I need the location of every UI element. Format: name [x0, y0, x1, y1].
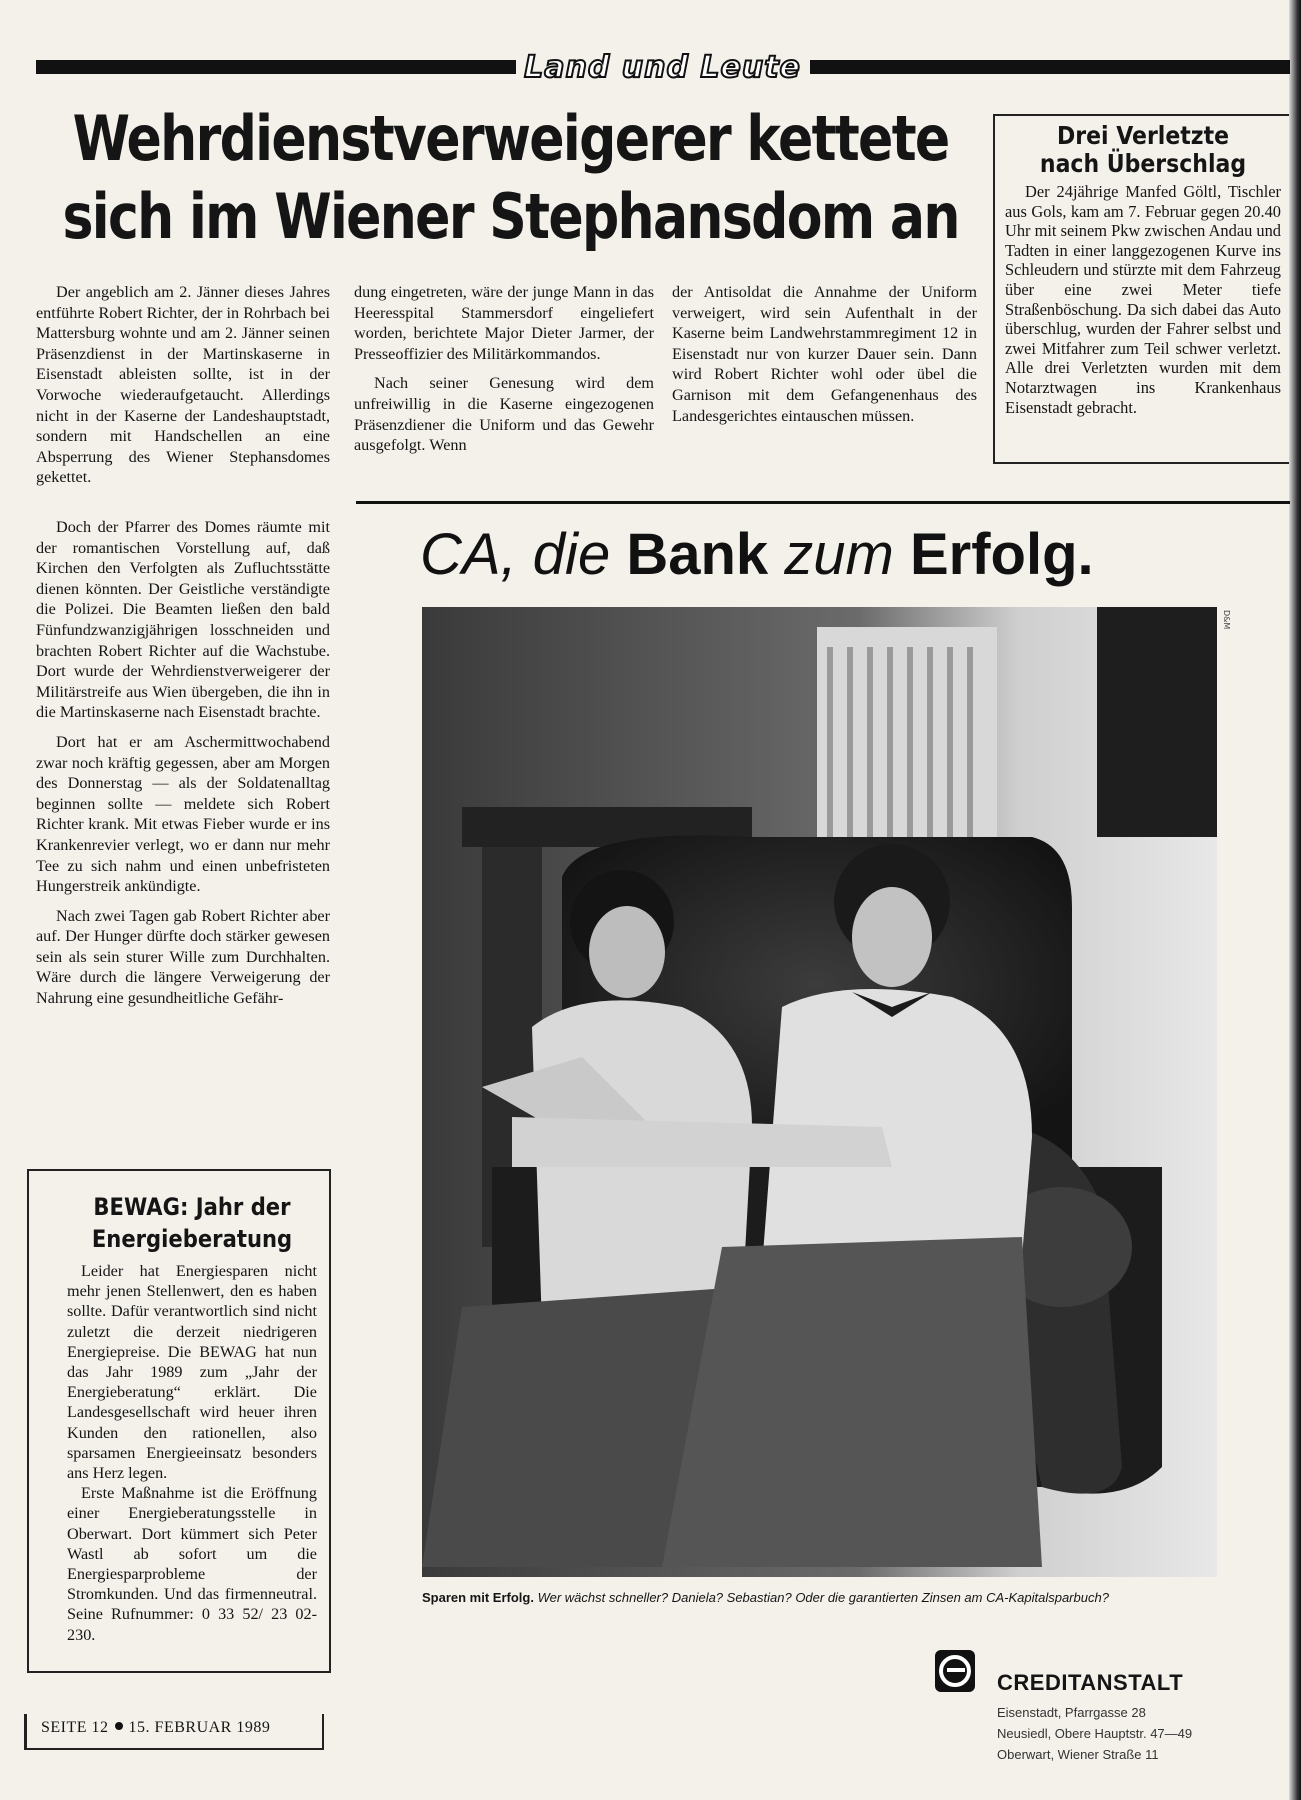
- photo-illustration: [422, 607, 1217, 1577]
- branch-address: Oberwart, Wiener Straße 11: [997, 1747, 1159, 1762]
- ad-caption: [422, 1590, 1222, 1606]
- agency-credit: D&M: [1222, 610, 1231, 630]
- bullet-icon: [115, 1722, 123, 1730]
- branch-address: Neusiedl, Obere Hauptstr. 47—49: [997, 1726, 1193, 1741]
- article-paragraph: Nach zwei Tagen gab Robert Richter aber auf. Der Hunger dürfte doch stärker gewesen sein als sein sturer Wille zum Durchhalten. Wäre durch die längere Verweigerung der Nahrung eine gesundheitliche Gefähr-: [36, 906, 330, 1008]
- section-rule-right: [810, 60, 1290, 74]
- article-column-1-top: [36, 282, 330, 497]
- news-box-title-line-2: nach Überschlag: [1039, 149, 1247, 178]
- ad-caption-text: Wer wächst schneller? Daniela? Sebastian? Oder die garantierten Zinsen am CA-Kapitalsparbuch?: [533, 1590, 1109, 1605]
- article-column-2: [354, 282, 654, 465]
- advertisement-rule: [356, 501, 1290, 504]
- ad-slogan-part: zum: [768, 522, 910, 587]
- bewag-title-line-2: Energieberatung: [91, 1225, 293, 1253]
- ad-slogan-part: CA, die: [420, 522, 627, 587]
- article-column-1-bottom: [36, 517, 330, 1018]
- bewag-title-line-1: BEWAG: Jahr der: [93, 1193, 291, 1221]
- article-paragraph: Der angeblich am 2. Jänner dieses Jahres entführte Robert Richter, der in Rohrbach bei Mattersburg wohnte und am 2. Jänner seinen Präsenzdienst in der Martinskaserne in Eisenstadt ableisten sollte, ist in der Vorwoche wiederaufgetaucht. Allerdings nicht in der Kaserne der Landeshauptstadt, sondern mit Handschellen an eine Absperrung des Wiener Stephansdomes gekettet.: [36, 283, 330, 487]
- headline: [36, 100, 985, 256]
- page-footer: [24, 1714, 324, 1750]
- article-paragraph: Doch der Pfarrer des Domes räumte mit der romantischen Vorstellung auf, daß Kirchen den Verfolgten als Zufluchtsstätte dienen könnten. Der Geistliche verständigte die Polizei. Die Beamten ließen den bald Fünfundzwanzigjährigen losschneiden und brachten Robert Richter auf die Wachstube. Dort wurde der Wehrdienstverweigerer der Militärstreife aus Wien übergeben, die ihn in die Martinskaserne nach Eisenstadt brachte.: [36, 518, 330, 722]
- news-box-title-line-1: Drei Verletzte: [1056, 121, 1230, 150]
- article-paragraph: Dort hat er am Aschermittwochabend zwar noch kräftig gegessen, aber am Morgen des Donnerstag — als der Soldatenalltag beginnen sollte — meldete sich Robert Richter krank. Mit etwas Fieber wurde er ins Krankenrevier verlegt, wo er dann nur mehr Tee zu sich nahm und einen unbefristeten Hungerstreik ankündigte.: [36, 732, 330, 896]
- branch-addresses: [997, 1702, 1257, 1765]
- issue-date: 15. FEBRUAR 1989: [128, 1719, 271, 1736]
- bewag-paragraph: Leider hat Energiesparen nicht mehr jenen Stellenwert, den es haben sollte. Dafür verantwortlich sind nicht zuletzt die derzeit niedrigeren Energiepreise. Die BEWAG hat nun das Jahr 1989 zum „Jahr der Energieberatung“ erklärt. Die Landesgesellschaft wird heuer ihren Kunden den rationellen, also sparsamen Energieeinsatz besonders ans Herz legen.: [67, 1262, 317, 1483]
- ad-slogan: [420, 520, 1220, 590]
- page-binding-edge: [1289, 0, 1301, 1800]
- article-paragraph: Nach seiner Genesung wird dem unfreiwillig in die Kaserne eingezogenen Präsenzdiener die Uniform und das Gewehr ausgefolgt. Wenn: [354, 374, 654, 455]
- headline-line-2: sich im Wiener Stephansdom an: [62, 180, 959, 253]
- article-paragraph: dung eingetreten, wäre der junge Mann in das Heeresspital Stammersdorf eingeliefert worden, berichtete Major Dieter Jarmer, der Presseoffizier des Militärkommandos.: [354, 283, 654, 363]
- branch-address: Eisenstadt, Pfarrgasse 28: [997, 1705, 1146, 1720]
- section-tag: Land und Leute: [524, 50, 801, 85]
- ad-photo-children-armchair: [422, 607, 1217, 1577]
- ad-caption-lead: Sparen mit Erfolg.: [422, 1590, 534, 1605]
- ad-slogan-part: Bank: [626, 522, 769, 587]
- article-paragraph: der Antisoldat die Annahme der Uniform verweigert, wird sein Aufenthalt in der Kaserne beim Landwehrstammregiment 12 in Eisenstadt nur von kurzer Dauer sein. Dann wird Robert Richter wohl oder übel die Garnison mit dem Gefangenenhaus des Landesgerichtes eintauschen müssen.: [672, 283, 977, 425]
- creditanstalt-logo-icon: [935, 1650, 975, 1692]
- bewag-paragraph: Erste Maßnahme ist die Eröffnung einer Energieberatungsstelle in Oberwart. Dort kümmert sich Peter Wastl ab sofort um die Energiesparprobleme der Stromkunden. Und das firmenneutral. Seine Rufnummer: 0 33 52/ 23 02-230.: [67, 1484, 317, 1644]
- headline-line-1: Wehrdienstverweigerer kettete: [72, 102, 949, 175]
- news-box-title: [1022, 122, 1265, 178]
- brand-name: CREDITANSTALT: [997, 1670, 1184, 1695]
- page-number: SEITE 12: [41, 1719, 109, 1736]
- news-box-accident: [993, 114, 1289, 464]
- ad-slogan-part: Erfolg.: [909, 522, 1094, 587]
- article-column-3: [672, 282, 977, 435]
- news-box-body: Der 24jährige Manfed Göltl, Tischler aus Gols, kam am 7. Februar gegen 20.40 Uhr mit seinem Pkw zwischen Andau und Tadten in einer langgezogenen Kurve ins Schleudern und stürzte mit dem Fahrzeug über eine zwei Meter tiefe Straßenböschung. Da sich dabei das Auto überschlug, wurden der Fahrer selbst und zwei Mitfahrer zum Teil schwer verletzt. Alle drei Verletzten wurden mit dem Notarztwagen ins Krankenhaus Eisenstadt gebracht.: [1005, 182, 1281, 417]
- section-rule-left: [36, 60, 516, 74]
- bewag-title: [82, 1191, 302, 1255]
- creditanstalt-logo-mark: [935, 1650, 975, 1692]
- news-box-bewag: [27, 1169, 331, 1673]
